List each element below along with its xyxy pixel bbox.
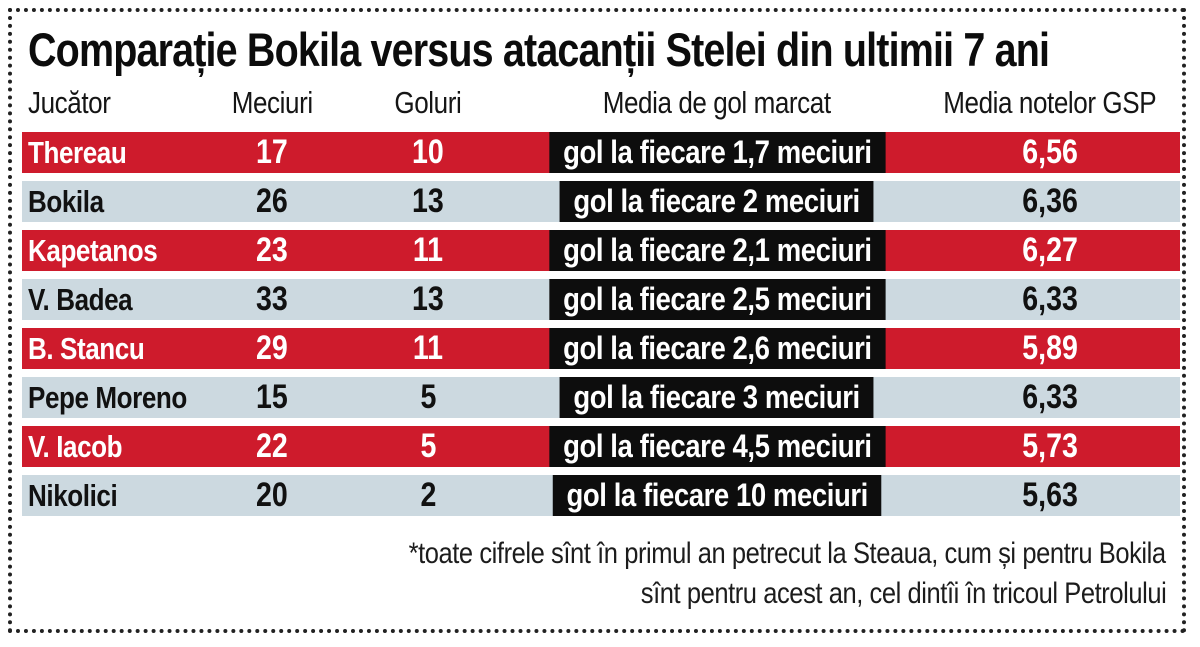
goal-average-cell	[514, 328, 920, 369]
goal-average-badge: gol la fiecare 10 meciuri	[553, 475, 882, 516]
table-row	[22, 230, 1180, 271]
table-row	[22, 132, 1180, 173]
column-header-matches: Meciuri	[231, 85, 313, 120]
goal-average-cell	[514, 230, 920, 271]
gsp-rating-cell: 6,27	[1022, 231, 1078, 269]
gsp-rating-cell: 6,33	[1022, 378, 1078, 416]
goals-cell: 11	[412, 231, 444, 269]
table-content	[22, 22, 1180, 614]
player-name-cell: V. Iacob	[28, 428, 123, 464]
gsp-rating-cell: 5,63	[1022, 476, 1078, 514]
player-name-cell: Thereau	[28, 134, 127, 170]
goals-cell: 11	[412, 329, 444, 367]
page-title	[22, 22, 1180, 78]
page-title-text: Comparație Bokila versus atacanții Stelei din ultimii 7 ani	[28, 23, 1050, 76]
column-header-goals: Goluri	[394, 85, 462, 120]
goal-average-badge: gol la fiecare 2 meciuri	[560, 181, 874, 222]
gsp-rating-cell: 6,36	[1022, 182, 1078, 220]
player-name-cell: Kapetanos	[28, 232, 158, 268]
goal-average-badge: gol la fiecare 2,5 meciuri	[549, 279, 885, 320]
matches-cell: 20	[256, 476, 288, 514]
goals-cell: 10	[412, 133, 444, 171]
column-header-player: Jucător	[28, 85, 111, 120]
footnote-line-2: sînt pentru acest an, cel dintîi în tricoul Petrolului	[640, 577, 1166, 610]
gsp-rating-cell: 5,89	[1022, 329, 1078, 367]
player-name-cell: Nikolici	[28, 477, 118, 513]
gsp-rating-cell: 6,33	[1022, 280, 1078, 318]
goals-cell: 5	[420, 378, 436, 416]
goal-average-cell	[514, 181, 920, 222]
goal-average-cell	[514, 377, 920, 418]
matches-cell: 22	[256, 427, 288, 465]
goals-cell: 2	[420, 476, 436, 514]
goals-cell: 13	[412, 280, 444, 318]
goal-average-badge: gol la fiecare 2,1 meciuri	[549, 230, 885, 271]
footnote	[22, 534, 1180, 614]
column-header-row	[22, 84, 1180, 122]
table-row	[22, 328, 1180, 369]
table-row	[22, 279, 1180, 320]
footnote-line-1: *toate cifrele sînt în primul an petrecut la Steaua, cum și pentru Bokila	[408, 537, 1166, 570]
goal-average-cell	[514, 132, 920, 173]
player-name-cell: B. Stancu	[28, 330, 145, 366]
goal-average-cell	[514, 475, 920, 516]
goals-cell: 13	[412, 182, 444, 220]
table-row	[22, 377, 1180, 418]
player-name-cell: V. Badea	[28, 281, 133, 317]
player-name-cell: Pepe Moreno	[28, 379, 187, 415]
matches-cell: 15	[256, 378, 288, 416]
gsp-rating-cell: 5,73	[1022, 427, 1078, 465]
goal-average-badge: gol la fiecare 3 meciuri	[560, 377, 874, 418]
table-row	[22, 426, 1180, 467]
goal-average-badge: gol la fiecare 1,7 meciuri	[549, 132, 885, 173]
column-header-gsp-rating: Media notelor GSP	[943, 85, 1157, 120]
goals-cell: 5	[420, 427, 436, 465]
player-name-cell: Bokila	[28, 183, 104, 219]
column-header-goal-average: Media de gol marcat	[603, 85, 831, 120]
goal-average-badge: gol la fiecare 4,5 meciuri	[549, 426, 885, 467]
matches-cell: 29	[256, 329, 288, 367]
table-rows	[22, 132, 1180, 516]
table-row	[22, 181, 1180, 222]
matches-cell: 26	[256, 182, 288, 220]
goal-average-badge: gol la fiecare 2,6 meciuri	[549, 328, 885, 369]
gsp-rating-cell: 6,56	[1022, 133, 1078, 171]
goal-average-cell	[514, 279, 920, 320]
goal-average-cell	[514, 426, 920, 467]
matches-cell: 17	[256, 133, 288, 171]
matches-cell: 33	[256, 280, 288, 318]
matches-cell: 23	[256, 231, 288, 269]
table-row	[22, 475, 1180, 516]
